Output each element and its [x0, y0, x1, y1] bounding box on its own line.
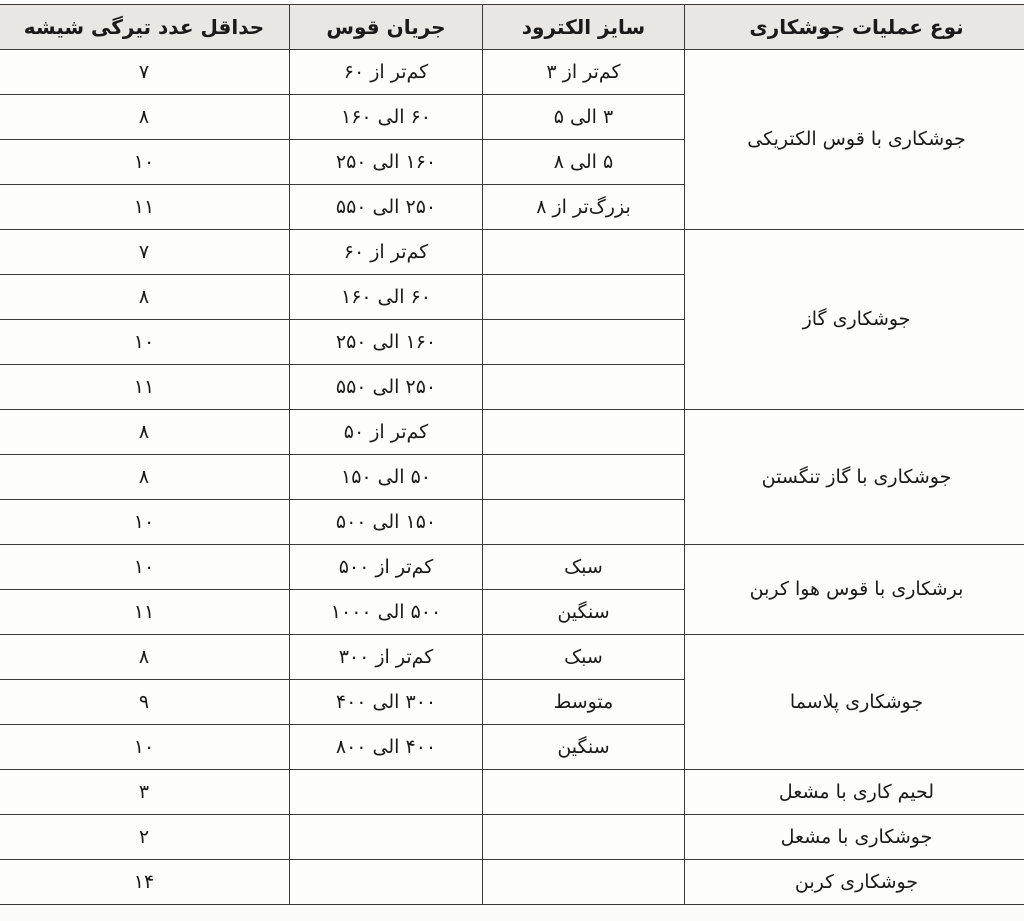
min-shade-cell: ۸	[0, 95, 290, 140]
min-shade-cell: ۱۰	[0, 500, 290, 545]
arc-current-cell: ۵۰۰ الی ۱۰۰۰	[290, 590, 483, 635]
electrode-size-cell	[483, 365, 685, 410]
electrode-size-cell: ۵ الی ۸	[483, 140, 685, 185]
arc-current-cell: ۱۵۰ الی ۵۰۰	[290, 500, 483, 545]
arc-current-cell	[290, 860, 483, 905]
operation-cell: جوشکاری با گاز تنگستن	[685, 410, 1024, 545]
electrode-size-cell: سنگین	[483, 725, 685, 770]
min-shade-cell: ۲	[0, 815, 290, 860]
arc-current-cell: ۶۰ الی ۱۶۰	[290, 95, 483, 140]
header-operation-type: نوع عملیات جوشکاری	[685, 5, 1024, 50]
electrode-size-cell	[483, 455, 685, 500]
electrode-size-cell: بزرگ‌تر از ۸	[483, 185, 685, 230]
electrode-size-cell: کم‌تر از ۳	[483, 50, 685, 95]
operation-cell: جوشکاری با مشعل	[685, 815, 1024, 860]
electrode-size-cell: سبک	[483, 545, 685, 590]
operation-cell: برشکاری با قوس هوا کربن	[685, 545, 1024, 635]
min-shade-cell: ۱۴	[0, 860, 290, 905]
operation-cell: جوشکاری با قوس الکتریکی	[685, 50, 1024, 230]
header-min-shade-number: حداقل عدد تیرگی شیشه	[0, 5, 290, 50]
min-shade-cell: ۱۰	[0, 140, 290, 185]
electrode-size-cell	[483, 500, 685, 545]
arc-current-cell: ۱۶۰ الی ۲۵۰	[290, 320, 483, 365]
arc-current-cell: کم‌تر از ۶۰	[290, 50, 483, 95]
operation-cell: جوشکاری گاز	[685, 230, 1024, 410]
min-shade-cell: ۸	[0, 455, 290, 500]
electrode-size-cell: سبک	[483, 635, 685, 680]
table-row	[0, 815, 1024, 860]
arc-current-cell	[290, 815, 483, 860]
header-arc-current: جریان قوس	[290, 5, 483, 50]
table-row	[0, 770, 1024, 815]
arc-current-cell	[290, 770, 483, 815]
electrode-size-cell	[483, 770, 685, 815]
header-electrode-size: سایز الکترود	[483, 5, 685, 50]
table-row	[0, 635, 1024, 680]
electrode-size-cell: ۳ الی ۵	[483, 95, 685, 140]
arc-current-cell: ۳۰۰ الی ۴۰۰	[290, 680, 483, 725]
electrode-size-cell	[483, 815, 685, 860]
table-row	[0, 410, 1024, 455]
min-shade-cell: ۸	[0, 635, 290, 680]
table-row	[0, 50, 1024, 95]
min-shade-cell: ۱۰	[0, 725, 290, 770]
min-shade-cell: ۱۰	[0, 545, 290, 590]
min-shade-cell: ۸	[0, 275, 290, 320]
min-shade-cell: ۷	[0, 230, 290, 275]
arc-current-cell: ۵۰ الی ۱۵۰	[290, 455, 483, 500]
arc-current-cell: ۴۰۰ الی ۸۰۰	[290, 725, 483, 770]
electrode-size-cell: متوسط	[483, 680, 685, 725]
table-row	[0, 230, 1024, 275]
min-shade-cell: ۱۰	[0, 320, 290, 365]
operation-cell: جوشکاری کربن	[685, 860, 1024, 905]
min-shade-cell: ۱۱	[0, 590, 290, 635]
electrode-size-cell: سنگین	[483, 590, 685, 635]
arc-current-cell: کم‌تر از ۵۰	[290, 410, 483, 455]
electrode-size-cell	[483, 410, 685, 455]
table-row	[0, 860, 1024, 905]
arc-current-cell: ۱۶۰ الی ۲۵۰	[290, 140, 483, 185]
electrode-size-cell	[483, 230, 685, 275]
arc-current-cell: ۶۰ الی ۱۶۰	[290, 275, 483, 320]
table-header-row	[0, 5, 1024, 50]
welding-shade-table	[0, 4, 1024, 905]
min-shade-cell: ۸	[0, 410, 290, 455]
arc-current-cell: کم‌تر از ۵۰۰	[290, 545, 483, 590]
min-shade-cell: ۷	[0, 50, 290, 95]
operation-cell: جوشکاری پلاسما	[685, 635, 1024, 770]
arc-current-cell: کم‌تر از ۳۰۰	[290, 635, 483, 680]
operation-cell: لحیم کاری با مشعل	[685, 770, 1024, 815]
min-shade-cell: ۹	[0, 680, 290, 725]
arc-current-cell: ۲۵۰ الی ۵۵۰	[290, 185, 483, 230]
arc-current-cell: ۲۵۰ الی ۵۵۰	[290, 365, 483, 410]
electrode-size-cell	[483, 275, 685, 320]
electrode-size-cell	[483, 320, 685, 365]
arc-current-cell: کم‌تر از ۶۰	[290, 230, 483, 275]
min-shade-cell: ۱۱	[0, 365, 290, 410]
min-shade-cell: ۱۱	[0, 185, 290, 230]
min-shade-cell: ۳	[0, 770, 290, 815]
electrode-size-cell	[483, 860, 685, 905]
table-row	[0, 545, 1024, 590]
